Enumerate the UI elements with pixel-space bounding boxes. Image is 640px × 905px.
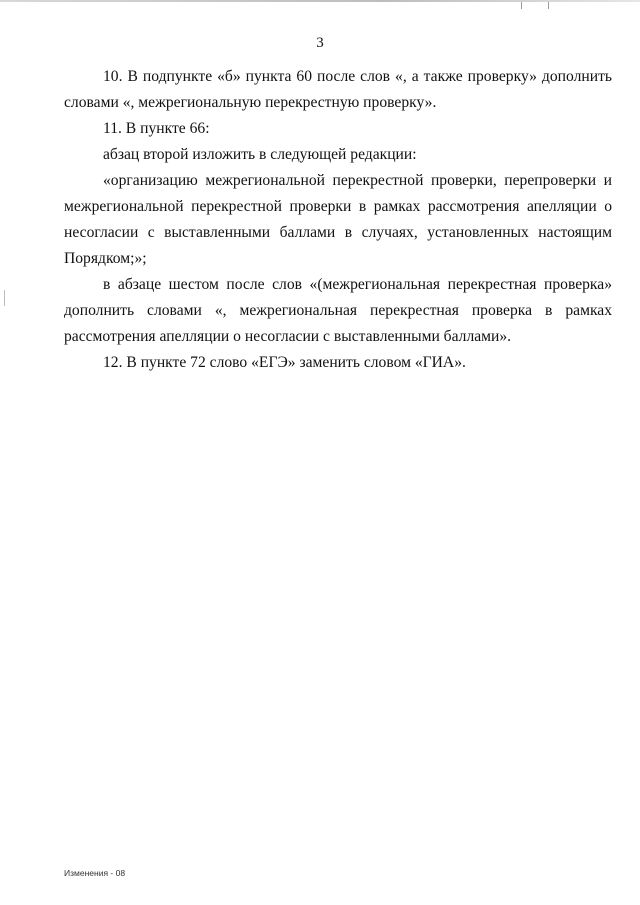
scan-artifact	[4, 290, 5, 306]
scan-edge-top	[0, 0, 640, 2]
paragraph-instruction: абзац второй изложить в следующей редакции:	[103, 146, 417, 163]
paragraph-amendment: в абзаце шестом после слов «(межрегиональная перекрестная проверка» дополнить словами «, межрегиональная перекрестная проверка в рамках рассмотрения апелляции о несогласии с выставленными баллами».	[64, 276, 612, 345]
scan-artifact	[521, 2, 522, 9]
paragraph-item-12: 12. В пункте 72 слово «ЕГЭ» заменить словом «ГИА».	[103, 354, 466, 371]
scan-artifact	[548, 2, 549, 9]
document-body	[64, 64, 612, 376]
paragraph-item-11: 11. В пункте 66:	[103, 120, 210, 137]
page-number: 3	[316, 35, 324, 51]
footer-label: Изменения - 08	[64, 868, 126, 878]
paragraph-item-10: 10. В подпункте «б» пункта 60 после слов «, а также проверку» дополнить словами «, межрегиональную перекрестную проверку».	[64, 68, 612, 111]
paragraph-quote: «организацию межрегиональной перекрестной проверки, перепроверки и межрегиональной перекрестной проверки в рамках рассмотрения апелляции о несогласии с выставленными баллами в случаях, установленных настоящим Порядком;»;	[64, 172, 612, 267]
